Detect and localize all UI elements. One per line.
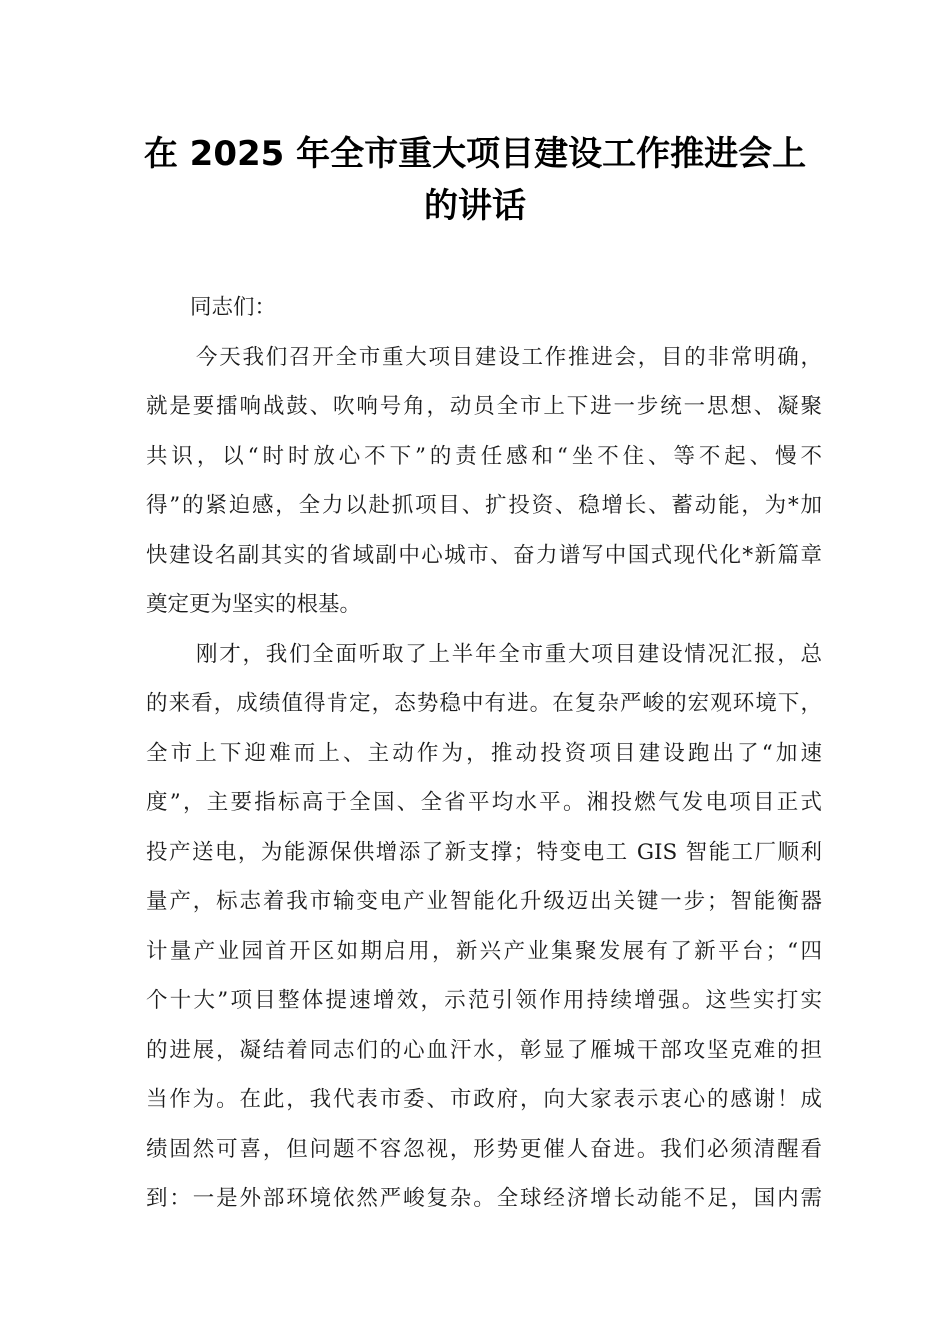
paragraph-line: 到：一是外部环境依然严峻复杂。全球经济增长动能不足，国内需	[146, 1186, 822, 1211]
paragraph-line: 快建设名副其实的省域副中心城市、奋力谱写中国式现代化*新篇章	[146, 542, 822, 568]
paragraph-line: 全市上下迎难而上、主动作为，推动投资项目建设跑出了“加速	[146, 740, 822, 766]
paragraph-line: 当作为。在此，我代表市委、市政府，向大家表示衷心的感谢！成	[146, 1087, 822, 1112]
paragraph-line: 投产送电，为能源保供增添了新支撑；特变电工 GIS 智能工厂顺利	[146, 839, 822, 865]
paragraph-line: 计量产业园首开区如期启用，新兴产业集聚发展有了新平台；“四	[146, 938, 822, 964]
paragraph-line: 个十大”项目整体提速增效，示范引领作用持续增强。这些实打实	[146, 988, 822, 1013]
document-title	[100, 128, 850, 232]
document-body	[146, 283, 822, 1224]
paragraph-2	[146, 630, 822, 1224]
paragraph-line: 度”，主要指标高于全国、全省平均水平。湘投燃气发电项目正式	[146, 790, 822, 815]
paragraph-line: 量产，标志着我市输变电产业智能化升级迈出关键一步；智能衡器	[146, 889, 822, 914]
paragraph-line: 共识，以“时时放心不下”的责任感和“坐不住、等不起、慢不	[146, 443, 822, 469]
title-line-2: 的讲话	[424, 186, 526, 226]
paragraph-line: 的进展，凝结着同志们的心血汗水，彰显了雁城干部攻坚克难的担	[146, 1037, 822, 1063]
paragraph-line: 今天我们召开全市重大项目建设工作推进会，目的非常明确，	[196, 344, 822, 370]
title-line-1: 在 2025 年全市重大项目建设工作推进会上	[143, 134, 807, 174]
paragraph-line: 奠定更为坚实的根基。	[146, 592, 362, 617]
paragraph-line: 刚才，我们全面听取了上半年全市重大项目建设情况汇报，总	[196, 641, 822, 667]
paragraph-line: 绩固然可喜，但问题不容忽视，形势更催人奋进。我们必须清醒看	[146, 1136, 822, 1162]
paragraph-line: 就是要擂响战鼓、吹响号角，动员全市上下进一步统一思想、凝聚	[146, 394, 822, 419]
paragraph-1	[146, 333, 822, 630]
paragraph-line: 的来看，成绩值得肯定，态势稳中有进。在复杂严峻的宏观环境下，	[146, 691, 822, 716]
salutation: 同志们：	[190, 295, 277, 320]
paragraph-line: 得”的紧迫感，全力以赴抓项目、扩投资、稳增长、蓄动能，为*加	[146, 493, 822, 518]
